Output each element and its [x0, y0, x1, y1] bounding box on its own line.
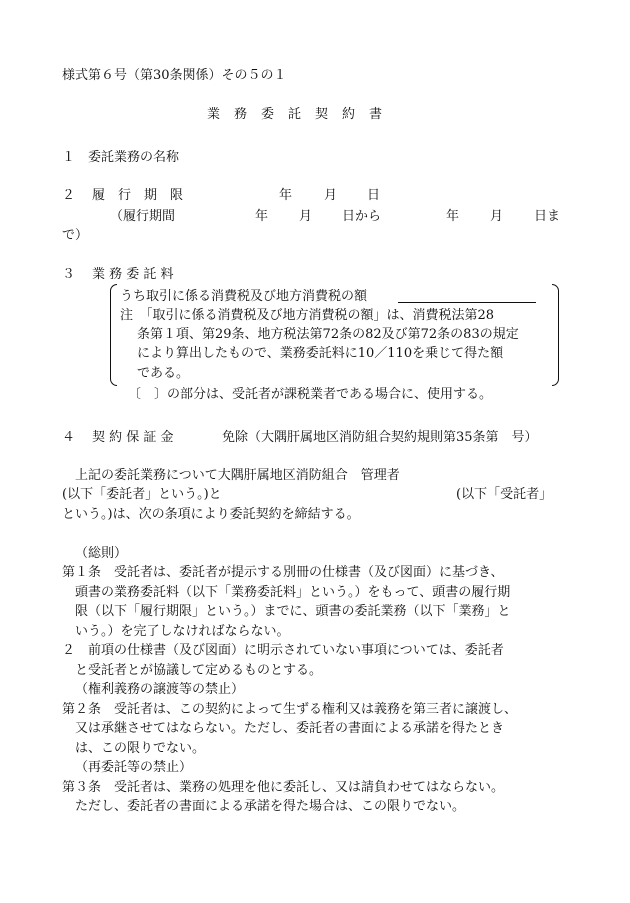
deadline-month: 月 [324, 188, 338, 203]
item-2-number: ２ [62, 188, 76, 203]
item-3-number: ３ [62, 267, 76, 282]
item-3-label: 業 務 委 託 料 [92, 267, 174, 282]
fee-left-brace [110, 284, 117, 386]
article-1-para-2-line: と受託者とが協議して定めるものとする。 [75, 663, 323, 678]
period-end-day-until: 日ま [534, 209, 561, 224]
fee-note-line-2: 条第１項、第29条、地方税法第72条の82及び第72条の83の規定 [137, 327, 519, 342]
intro-line-2-right: (以下「受託者」 [456, 487, 553, 502]
tax-amount-label: うち取引に係る消費税及び地方消費税の額 [120, 289, 368, 304]
article-1-line: いう。）を完了しなければならない。 [75, 624, 290, 639]
article-3-heading: （再委託等の禁止） [75, 760, 193, 775]
article-1-line: 第１条 受託者は、委託者が提示する別冊の仕様書（及び図面）に基づき、 [62, 565, 504, 580]
intro-line-1: 上記の委託業務について大隅肝属地区消防組合 管理者 [75, 468, 400, 483]
intro-line-2: (以下「委託者」という。)と [62, 487, 222, 502]
article-2-line: 又は承継させてはならない。ただし、委託者の書面による承諾を得たとき [75, 721, 505, 736]
period-start-year: 年 [255, 209, 269, 224]
period-end-month: 月 [490, 209, 504, 224]
deadline-day: 日 [367, 188, 381, 203]
article-1-line: 頭書の業務委託料（以下「業務委託料」という。）をもって、頭書の履行期 [75, 585, 511, 600]
article-2-line: は、この限りでない。 [75, 741, 206, 756]
page-title: 業 務 委 託 契 約 書 [207, 107, 383, 122]
item-1-contract-name: １ 委託業務の名称 [62, 150, 180, 165]
article-3-line: ただし、委託者の書面による承諾を得た場合は、この限りでない。 [75, 799, 466, 814]
item-2-label: 履 行 期 限 [92, 188, 184, 203]
article-2-line: 第２条 受託者は、この契約によって生ずる権利又は義務を第三者に譲渡し、 [62, 702, 518, 717]
fee-note-line-1: 注 「取引に係る消費税及び地方消費税の額」は、消費税法第28 [120, 308, 495, 323]
period-close: で） [62, 228, 89, 243]
period-start-day-from: 日から [342, 209, 382, 224]
article-2-heading: （権利義務の譲渡等の禁止） [75, 682, 245, 697]
deposit-value: 免除（大隅肝属地区消防組合契約規則第35条第 号） [222, 430, 538, 445]
deadline-year: 年 [279, 188, 293, 203]
period-start-month: 月 [299, 209, 313, 224]
form-number: 様式第６号（第30条関係）その５の１ [62, 68, 287, 83]
fee-note-line-4: である。 [137, 366, 190, 381]
item-4-number: ４ [62, 430, 76, 445]
period-end-year: 年 [446, 209, 460, 224]
article-1-para-2-line: ２ 前項の仕様書（及び図面）に明示されていない事項については、委託者 [62, 643, 504, 658]
article-3-line: 第３条 受託者は、業務の処理を他に委託し、又は請負わせてはならない。 [62, 780, 505, 795]
article-1-heading: （総則） [75, 546, 128, 561]
period-open: （履行期間 [110, 209, 176, 224]
tax-amount-blank-line [398, 302, 536, 303]
intro-line-3: という。)は、次の条項により委託契約を締結する。 [62, 507, 360, 522]
fee-right-brace [552, 284, 559, 386]
bracket-usage-note: 〔 〕の部分は、受託者が課税業者である場合に、使用する。 [128, 387, 493, 402]
fee-note-line-3: により算出したもので、業務委託料に10／110を乗じて得た額 [137, 346, 504, 361]
item-4-label: 契 約 保 証 金 [92, 430, 174, 445]
article-1-line: 限（以下「履行期限」という。）までに、頭書の委託業務（以下「業務」と [75, 604, 511, 619]
